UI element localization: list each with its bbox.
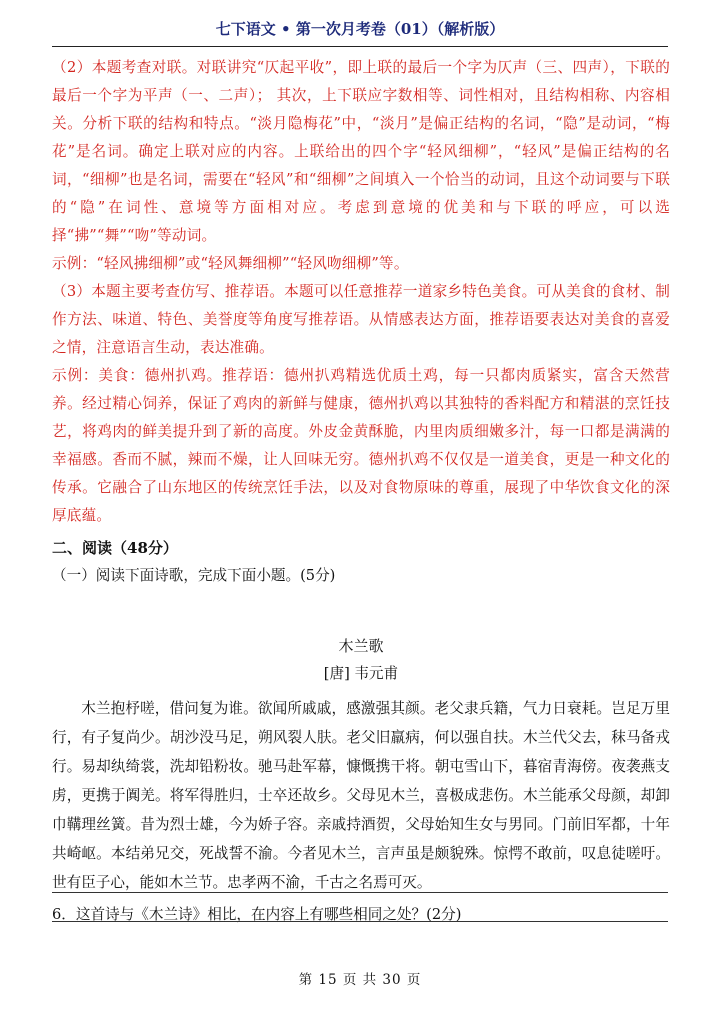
analysis-part-2: （2）本题考查对联。对联讲究“仄起平收”，即上联的最后一个字为仄声（三、四声），下联的最后一个字为平声（一、二声）； 其次，上下联应字数相等、词性相对，且结构相称、内容相关。分析下联的结构和特点。“淡月隐梅花”中，“淡月”是偏正结构的名词，“隐”是动词，“梅花”是名词。确定上联对应的内容。上联给出的四个字“轻风细柳”，“轻风”是偏正结构的名词，“细柳”也是名词，需要在“轻风”和“细柳”之间填入一个恰当的动词，且这个动词要与下联的“隐”在词性、意境等方面相对应。考虑到意境的优美和与下联的呼应，可以选择“拂”“舞”“吻”等动词。 xyxy=(52,59,670,244)
page-header xyxy=(52,12,668,47)
answer-line-1 xyxy=(52,892,668,893)
poem-title: 木兰歌 xyxy=(338,637,384,655)
poem-body: 木兰抱杼嗟，借问复为谁。欲闻所戚戚，感激强其颜。老父隶兵籍，气力日衰耗。岂足万里行，有子复尚少。胡沙没马足，朔风裂人肤。老父旧羸病，何以强自扶。木兰代父去，秣马备戎行。易却纨绮裳，洗却铅粉妆。驰马赴军幕，慷慨携干将。朝屯雪山下，暮宿青海傍。夜袭燕支虏，更携于阗羌。将军得胜归，士卒还故乡。父母见木兰，喜极成悲伤。木兰能承父母颜，却卸巾鞲理丝簧。昔为烈士雄，今为娇子容。亲戚持酒贺，父母始知生女与男同。门前旧军都，十年共崎岖。本结弟兄交，死战誓不渝。今者见木兰，言声虽是颇貌殊。惊愕不敢前，叹息徒嗟吁。世有臣子心，能如木兰节。忠孝两不渝，千古之名焉可灭。 xyxy=(52,700,670,891)
question-6: 6．这首诗与《木兰诗》相比，在内容上有哪些相同之处？(2分) xyxy=(52,906,462,923)
page-footer: 第 15 页 共 30 页 xyxy=(298,972,422,988)
section-subheading: （一）阅读下面诗歌，完成下面小题。(5分) xyxy=(52,567,336,584)
answer-line-2 xyxy=(52,921,668,922)
analysis-part-3: （3）本题主要考查仿写、推荐语。本题可以任意推荐一道家乡特色美食。可从美食的食材、制作方法、味道、特色、美誉度等角度写推荐语。从情感表达方面，推荐语要表达对美食的喜爱之情，注意语言生动，表达准确。 xyxy=(52,283,670,356)
poem-author: [唐] 韦元甫 xyxy=(323,665,399,682)
header-title: 七下语文 • 第一次月考卷（01）（解析版） xyxy=(215,20,505,38)
analysis-example-3: 示例：美食：德州扒鸡。推荐语：德州扒鸡精选优质土鸡，每一只都肉质紧实，富含天然营养。经过精心饲养，保证了鸡肉的新鲜与健康，德州扒鸡以其独特的香料配方和精湛的烹饪技艺，将鸡肉的鲜美提升到了新的高度。外皮金黄酥脆，内里肉质细嫩多汁，每一口都是满满的幸福感。香而不腻，辣而不燥，让人回味无穷。德州扒鸡不仅仅是一道美食，更是一种文化的传承。它融合了山东地区的传统烹饪手法，以及对食物原味的尊重，展现了中华饮食文化的深厚底蕴。 xyxy=(52,367,670,524)
section-heading-reading: 二、阅读（48分） xyxy=(52,539,178,557)
page-content xyxy=(52,54,670,929)
analysis-example-2: 示例：“轻风拂细柳”或“轻风舞细柳”“轻风吻细柳”等。 xyxy=(52,255,409,272)
